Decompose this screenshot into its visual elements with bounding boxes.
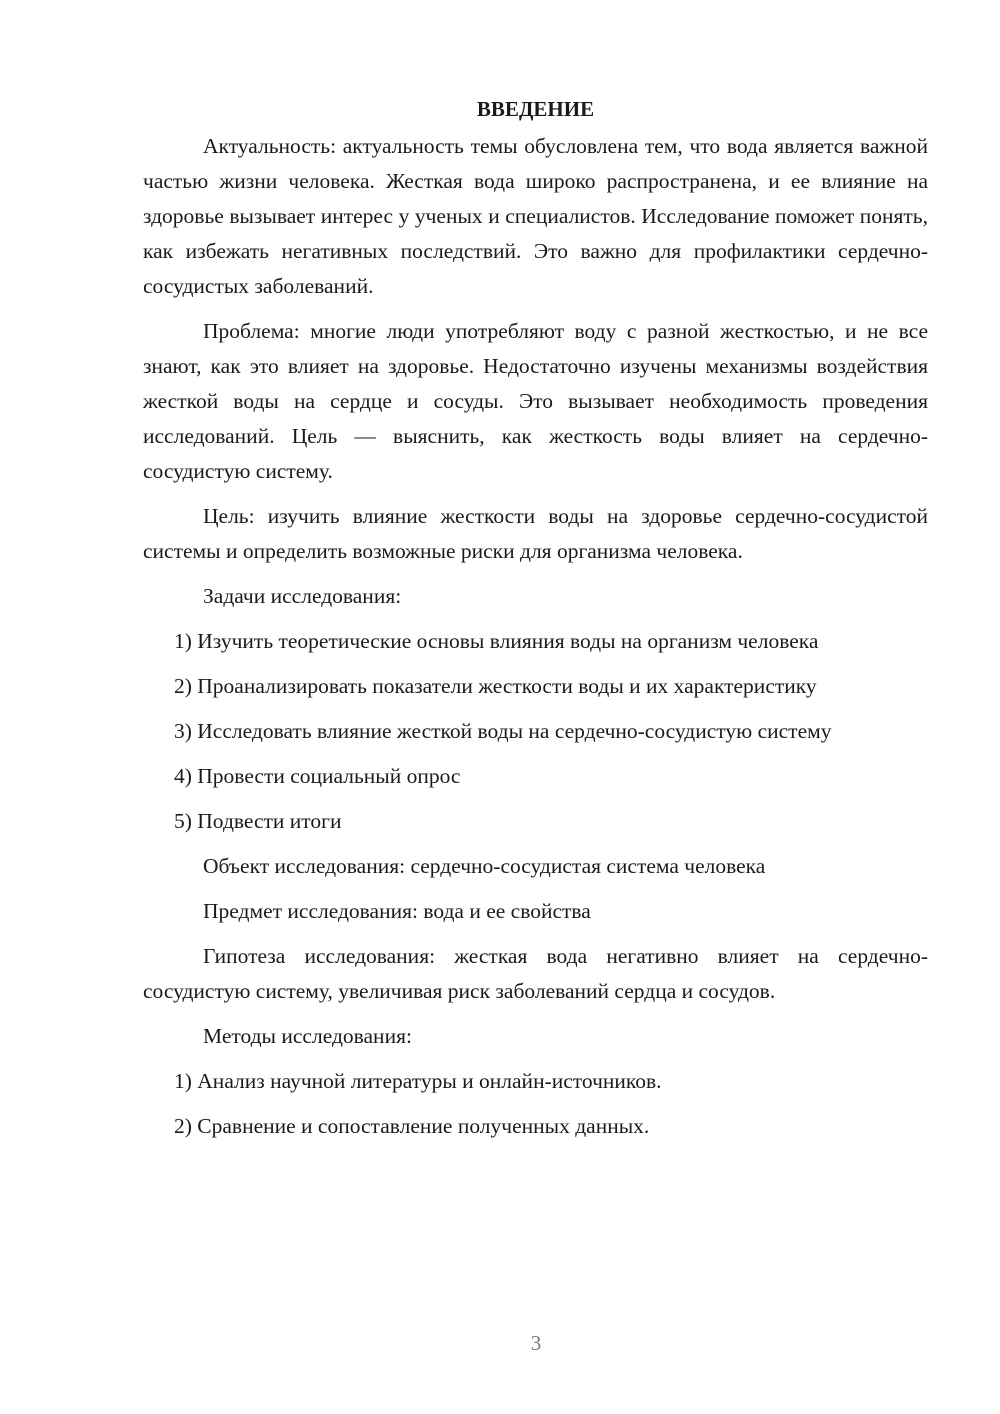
relevance-paragraph: Актуальность: актуальность темы обусловлена тем, что вода является важной частью жизни человека. Жесткая вода широко распространена, и ее влияние на здоровье вызывает интерес у ученых и специалистов. Исследование поможет понять, как избежать негативных последствий. Это важно для профилактики сердечно-сосудистых заболеваний. bbox=[143, 134, 928, 298]
object-paragraph: Объект исследования: сердечно-сосудистая система человека bbox=[203, 854, 766, 878]
document-page bbox=[143, 92, 928, 1144]
task-item: 2) Проанализировать показатели жесткости воды и их характеристику bbox=[174, 674, 817, 698]
task-item: 5) Подвести итоги bbox=[174, 809, 342, 833]
subject-paragraph: Предмет исследования: вода и ее свойства bbox=[203, 899, 591, 923]
task-item: 1) Изучить теоретические основы влияния воды на организм человека bbox=[174, 629, 819, 653]
methods-heading: Методы исследования: bbox=[203, 1024, 412, 1048]
method-item: 1) Анализ научной литературы и онлайн-источников. bbox=[174, 1069, 662, 1093]
task-item: 3) Исследовать влияние жесткой воды на сердечно-сосудистую систему bbox=[174, 719, 832, 743]
method-item: 2) Сравнение и сопоставление полученных данных. bbox=[174, 1114, 650, 1138]
problem-paragraph: Проблема: многие люди употребляют воду с разной жесткостью, и не все знают, как это влияет на здоровье. Недостаточно изучены механизмы воздействия жесткой воды на сердце и сосуды. Это вызывает необходимость проведения исследований. Цель — выяснить, как жесткость воды влияет на сердечно-сосудистую систему. bbox=[143, 319, 928, 483]
page-number: 3 bbox=[530, 1331, 542, 1355]
section-title: ВВЕДЕНИЕ bbox=[476, 97, 595, 121]
hypothesis-paragraph: Гипотеза исследования: жесткая вода негативно влияет на сердечно-сосудистую систему, увеличивая риск заболеваний сердца и сосудов. bbox=[143, 944, 928, 1003]
task-item: 4) Провести социальный опрос bbox=[174, 764, 461, 788]
tasks-heading: Задачи исследования: bbox=[203, 584, 402, 608]
goal-paragraph: Цель: изучить влияние жесткости воды на здоровье сердечно-сосудистой системы и определить возможные риски для организма человека. bbox=[143, 504, 928, 563]
